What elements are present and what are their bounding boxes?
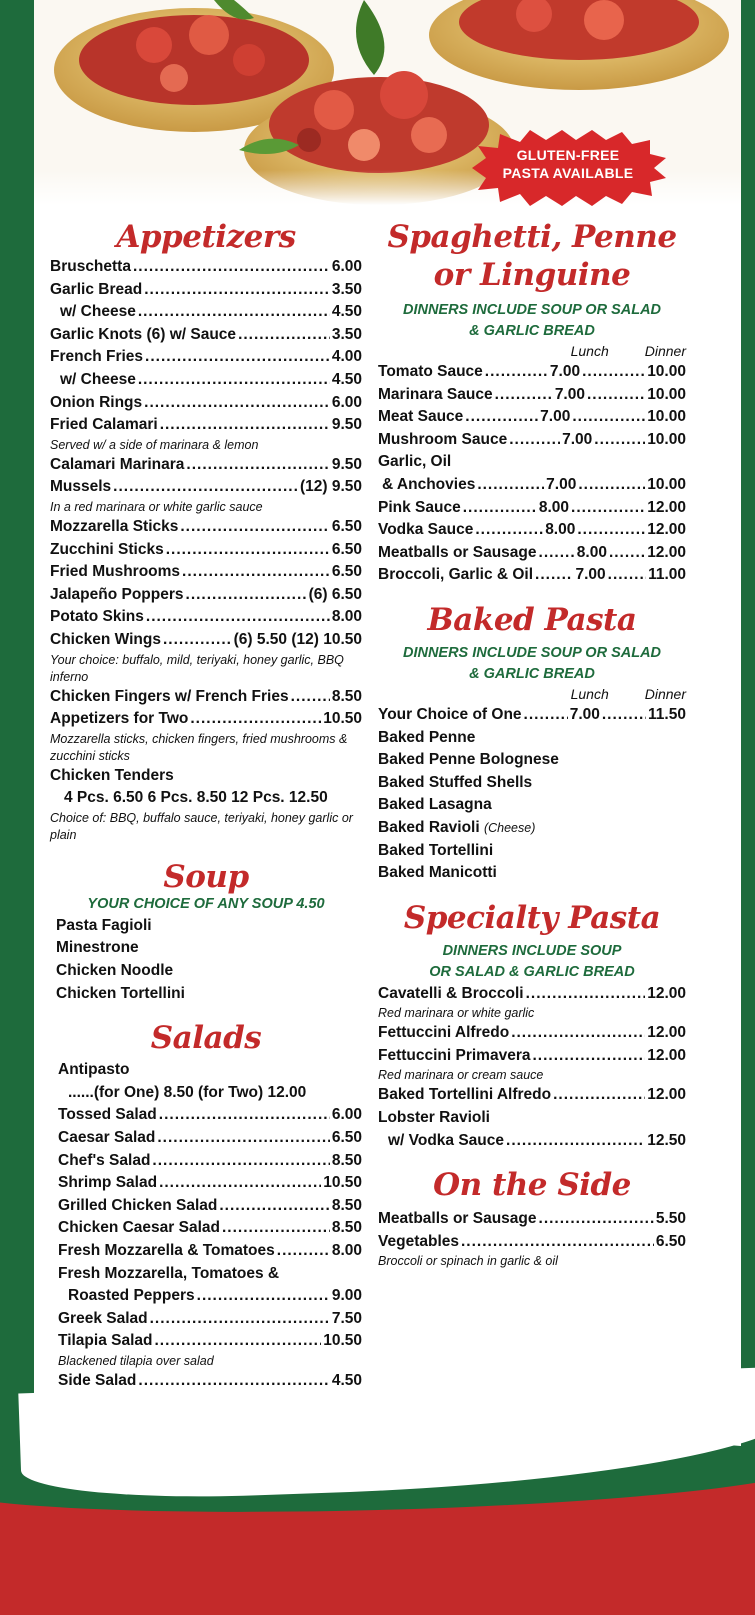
menu-item-price: 8.50 [331, 1151, 362, 1169]
spaghetti-list [378, 361, 686, 451]
salads-list [58, 1104, 362, 1262]
menu-item-name: Baked Penne Bolognese [378, 751, 559, 769]
soup-item: Chicken Tortellini [56, 984, 185, 1002]
leader-dots [506, 1130, 645, 1153]
salads-heading: Salads [150, 1020, 262, 1057]
menu-item-price: 8.00 [331, 608, 362, 626]
menu-item-description: Red marinara or white garlic [378, 1006, 535, 1021]
menu-item [50, 279, 362, 302]
dinner-price: 12.00 [647, 521, 686, 539]
spaghetti-list-2 [378, 497, 686, 587]
left-column [50, 218, 362, 1393]
menu-item-price: 6.50 [331, 517, 362, 535]
baked-item [378, 772, 686, 795]
specialty-note-2: OR SALAD & GARLIC BREAD [429, 963, 635, 980]
leader-dots [159, 1104, 330, 1127]
leader-dots [180, 516, 329, 539]
menu-item [50, 346, 362, 369]
leader-dots [572, 406, 645, 429]
lobster-ravioli-line-1: Lobster Ravioli [378, 1109, 490, 1127]
menu-item-description: Blackened tilapia over salad [58, 1353, 214, 1368]
lunch-price: 8.00 [576, 543, 607, 561]
menu-item [58, 1104, 362, 1127]
menu-item-price: 6.50 [655, 1232, 686, 1250]
leader-dots [535, 564, 573, 587]
menu-item-price: 12.00 [647, 1024, 686, 1042]
specialty-note-1: DINNERS INCLUDE SOUP [442, 942, 622, 959]
leader-dots [160, 414, 330, 437]
side-list [378, 1208, 686, 1270]
chicken-tenders-item [50, 765, 362, 788]
menu-item-price: 4.50 [331, 1371, 362, 1389]
fresh-mozz-peppers-item [58, 1285, 362, 1308]
menu-item-note: (Cheese) [483, 820, 536, 835]
lunch-price: 7.00 [546, 475, 577, 493]
leader-dots [485, 361, 548, 384]
menu-item-name: Mussels [50, 478, 112, 496]
menu-item [378, 384, 686, 407]
leader-dots [145, 346, 330, 369]
leader-dots [539, 542, 575, 565]
menu-item [58, 1150, 362, 1173]
menu-item [50, 454, 362, 477]
leader-dots [138, 1370, 329, 1393]
antipasto-item: Antipasto [58, 1061, 130, 1079]
dinner-price: 10.00 [647, 430, 686, 448]
left-green-border [0, 0, 34, 1490]
chicken-tenders-description: Choice of: BBQ, buffalo sauce, teriyaki, honey garlic or plain [50, 810, 353, 842]
right-column [378, 218, 686, 1270]
menu-item [378, 519, 686, 542]
garlic-oil-line-1: Garlic, Oil [378, 453, 452, 471]
menu-item-price: 9.50 [331, 416, 362, 434]
leader-dots [157, 1127, 329, 1150]
menu-item-name: Baked Ravioli [378, 818, 480, 836]
menu-item-name: Bruschetta [50, 258, 131, 275]
menu-item-name: Chicken Fingers w/ French Fries [50, 687, 289, 705]
dinner-price: 10.00 [647, 385, 686, 403]
menu-item-name: Vegetables [378, 1232, 459, 1250]
menu-item [50, 606, 362, 629]
leader-dots [582, 361, 645, 384]
soup-item: Pasta Fagioli [56, 916, 152, 934]
menu-item-name: Potato Skins [50, 608, 144, 626]
badge-line-2: PASTA AVAILABLE [502, 165, 634, 181]
spaghetti-column-headers [378, 342, 686, 361]
lunch-header: Lunch [570, 343, 609, 359]
baked-item [378, 727, 686, 750]
menu-item-name: w/ Vodka Sauce [388, 1131, 505, 1149]
leader-dots [113, 476, 298, 499]
leader-dots [144, 279, 330, 302]
baked-note-2: & GARLIC BREAD [469, 665, 595, 682]
menu-item-name: Onion Rings [50, 393, 143, 411]
menu-item-name: Chef's Salad [58, 1151, 151, 1169]
menu-item-price: 4.50 [331, 303, 362, 321]
baked-item [378, 749, 686, 772]
spaghetti-note-1: DINNERS INCLUDE SOUP OR SALAD [402, 302, 662, 318]
menu-item-name: Fettuccini Alfredo [378, 1024, 510, 1042]
menu-item [50, 324, 362, 347]
menu-item-name: Cavatelli & Broccoli [378, 984, 524, 1002]
menu-item-name: Meatballs or Sausage [378, 1210, 537, 1228]
leader-dots [238, 324, 330, 347]
menu-item [50, 369, 362, 392]
menu-item-name: Side Salad [58, 1371, 137, 1389]
leader-dots [465, 406, 538, 429]
leader-dots [511, 1022, 645, 1045]
menu-item [50, 392, 362, 415]
fresh-mozz-peppers-line-1: Fresh Mozzarella, Tomatoes & [58, 1264, 280, 1282]
baked-item [378, 840, 686, 863]
lunch-price: 7.00 [562, 430, 593, 448]
soup-item: Minestrone [56, 939, 139, 957]
lunch-price: 7.00 [540, 408, 571, 426]
menu-item-name: Mozzarella Sticks [50, 517, 179, 535]
menu-item-price: 3.50 [331, 280, 362, 298]
menu-item [378, 564, 686, 587]
leader-dots [138, 369, 330, 392]
lunch-header: Lunch [570, 685, 609, 702]
leader-dots [526, 983, 646, 1006]
menu-item-name: Tomato Sauce [378, 363, 483, 380]
dinner-price: 12.00 [647, 543, 686, 561]
gluten-free-badge [464, 128, 672, 208]
leader-dots [150, 1308, 330, 1331]
menu-item-price: 6.00 [331, 258, 362, 275]
menu-item-name: Shrimp Salad [58, 1174, 158, 1192]
menu-item [58, 1370, 362, 1393]
menu-item-name: Tilapia Salad [58, 1332, 153, 1350]
chicken-tenders-prices: 4 Pcs. 6.50 6 Pcs. 8.50 12 Pcs. 12.50 [64, 789, 328, 807]
menu-item-description: Your choice: buffalo, mild, teriyaki, honey garlic, BBQ inferno [50, 652, 344, 684]
antipasto-prices: ......(for One) 8.50 (for Two) 12.00 [68, 1083, 307, 1101]
menu-item [58, 1330, 362, 1353]
dinner-price: 11.00 [648, 566, 686, 584]
leader-dots [163, 629, 232, 652]
menu-item-price: (12) 9.50 [299, 478, 362, 496]
leader-dots [152, 1150, 329, 1173]
menu-item [50, 629, 362, 652]
menu-item-price: 10.50 [323, 710, 362, 728]
leader-dots [495, 384, 553, 407]
menu-item-name: Roasted Peppers [68, 1287, 195, 1305]
menu-item-name: Baked Manicotti [378, 864, 497, 882]
menu-item-price: 12.00 [647, 1086, 686, 1104]
menu-item [378, 361, 686, 384]
leader-dots [578, 474, 645, 497]
badge-line-1: GLUTEN-FREE [516, 147, 620, 163]
on-the-side-heading: On the Side [433, 1167, 631, 1204]
leader-dots [154, 1330, 321, 1353]
menu-item-price: 5.50 [655, 1210, 686, 1228]
leader-dots [539, 1208, 654, 1231]
menu-item [50, 516, 362, 539]
leader-dots [524, 704, 568, 727]
menu-item [58, 1127, 362, 1150]
baked-column-headers [378, 685, 686, 704]
lunch-price: 8.00 [538, 498, 570, 516]
menu-item-name: Chicken Wings [50, 630, 161, 648]
menu-item [378, 1045, 686, 1068]
right-green-border [741, 0, 755, 1490]
garlic-anchovies-item [378, 474, 686, 497]
menu-item-name: Your Choice of One [378, 705, 522, 723]
leader-dots [219, 1195, 329, 1218]
baked-item [378, 862, 686, 885]
menu-item-description: Red marinara or cream sauce [378, 1068, 544, 1083]
dinner-price: 10.00 [647, 363, 686, 380]
menu-item [378, 497, 686, 520]
leader-dots [186, 584, 307, 607]
leader-dots [197, 1285, 330, 1308]
menu-item-price: 9.50 [331, 455, 362, 473]
leader-dots [587, 384, 645, 407]
menu-item [378, 983, 686, 1006]
menu-item-name: w/ Cheese [60, 370, 136, 388]
leader-dots [477, 474, 544, 497]
menu-item [58, 1172, 362, 1195]
menu-item-price: 6.50 [331, 563, 362, 581]
lunch-price: 8.00 [545, 521, 576, 539]
menu-item-name: Chicken Caesar Salad [58, 1219, 220, 1237]
menu-item [58, 1217, 362, 1240]
menu-item-description: Broccoli or spinach in garlic & oil [378, 1254, 558, 1269]
menu-item-price: 12.00 [647, 1046, 686, 1064]
leader-dots [577, 519, 645, 542]
menu-item [50, 708, 362, 731]
menu-item [50, 539, 362, 562]
menu-item-price: 8.00 [331, 1242, 362, 1259]
menu-item [50, 301, 362, 324]
menu-item-name: Meat Sauce [378, 408, 464, 426]
leader-dots [182, 561, 330, 584]
menu-item-price: 8.50 [331, 687, 362, 705]
menu-item [50, 686, 362, 709]
menu-item-name: Pink Sauce [378, 498, 461, 516]
menu-item-price: 4.50 [331, 370, 362, 388]
leader-dots [166, 539, 330, 562]
menu-item-price: 6.00 [331, 393, 362, 411]
menu-item-name: Fried Mushrooms [50, 563, 181, 581]
soup-note: YOUR CHOICE OF ANY SOUP 4.50 [87, 895, 325, 912]
menu-item-price: 12.00 [647, 984, 686, 1002]
menu-item-name: w/ Cheese [60, 303, 136, 321]
lunch-price: 7.00 [575, 566, 606, 584]
menu-item [50, 414, 362, 437]
leader-dots [144, 392, 330, 415]
menu-item-name: Greek Salad [58, 1309, 148, 1327]
leader-dots [133, 256, 330, 279]
menu-item-name: Fried Calamari [50, 416, 158, 434]
menu-item-name: French Fries [50, 348, 144, 366]
soup-item: Chicken Noodle [56, 962, 174, 980]
baked-item [378, 794, 686, 817]
baked-item [378, 817, 686, 840]
menu-item-price: 8.50 [331, 1219, 362, 1237]
menu-item [58, 1240, 362, 1263]
leader-dots [190, 708, 321, 731]
menu-item-name: Tossed Salad [58, 1106, 157, 1124]
dinner-price: 11.50 [648, 705, 686, 723]
menu-item [378, 704, 686, 727]
lunch-price: 7.00 [554, 385, 585, 403]
menu-item [378, 1231, 686, 1254]
leader-dots [291, 686, 330, 709]
menu-item-name: Grilled Chicken Salad [58, 1196, 218, 1214]
menu-item-name: Mushroom Sauce [378, 430, 508, 448]
lunch-price: 7.00 [569, 705, 600, 723]
menu-item-price: 4.00 [331, 348, 362, 366]
baked-list [378, 727, 686, 885]
menu-item-name: Jalapeño Poppers [50, 585, 184, 603]
dinner-price: 10.00 [647, 408, 686, 426]
lunch-price: 7.00 [549, 363, 581, 380]
menu-item-name: Baked Penne [378, 728, 476, 746]
menu-item [378, 474, 686, 497]
menu-item-name: Appetizers for Two [50, 710, 189, 728]
menu-item-price: 8.50 [331, 1196, 362, 1214]
menu-item [378, 429, 686, 452]
leader-dots [222, 1217, 330, 1240]
menu-item [378, 1022, 686, 1045]
dinner-price: 12.00 [647, 498, 686, 516]
menu-item [378, 542, 686, 565]
menu-item [378, 406, 686, 429]
salads-list-2 [58, 1308, 362, 1393]
menu-item-price: 6.00 [331, 1106, 362, 1124]
menu-item-name: & Anchovies [382, 475, 476, 493]
menu-item-price: (6) 6.50 [308, 585, 362, 603]
leader-dots [609, 542, 645, 565]
menu-item-price: 12.50 [647, 1131, 686, 1149]
appetizers-heading: Appetizers [116, 219, 296, 255]
leader-dots [553, 1084, 645, 1107]
leader-dots [594, 429, 645, 452]
baked-pasta-heading: Baked Pasta [427, 601, 637, 638]
menu-item-name: Garlic Bread [50, 280, 143, 298]
leader-dots [138, 301, 330, 324]
menu-item-name: Fresh Mozzarella & Tomatoes [58, 1242, 275, 1259]
menu-item-name: Vodka Sauce [378, 521, 474, 539]
menu-item-price: 7.50 [331, 1309, 362, 1327]
spaghetti-note-2: & GARLIC BREAD [469, 323, 595, 339]
menu-item-name: Meatballs or Sausage [378, 543, 537, 561]
leader-dots [186, 454, 329, 477]
specialty-list [378, 983, 686, 1107]
menu-item-name: Chicken Tenders [50, 766, 174, 784]
menu-item [58, 1195, 362, 1218]
baked-choice-item [378, 704, 686, 727]
leader-dots [277, 1240, 330, 1263]
dinner-header: Dinner [644, 343, 686, 359]
menu-item [50, 476, 362, 499]
menu-item [58, 1308, 362, 1331]
menu-item [50, 584, 362, 607]
leader-dots [571, 497, 645, 520]
menu-item-price: 3.50 [331, 325, 362, 343]
menu-item [50, 561, 362, 584]
menu-item [50, 256, 362, 279]
menu-item [378, 1084, 686, 1107]
menu-item-price: 6.50 [331, 1129, 362, 1147]
menu-item-name: Caesar Salad [58, 1129, 156, 1147]
specialty-pasta-heading: Specialty Pasta [403, 899, 661, 936]
leader-dots [146, 606, 330, 629]
soup-heading: Soup [163, 858, 249, 895]
spaghetti-heading-line-2: or Linguine [433, 257, 631, 293]
leader-dots [159, 1172, 321, 1195]
leader-dots [475, 519, 543, 542]
menu-item-name: Fettuccini Primavera [378, 1046, 531, 1064]
menu-item-price: 10.50 [323, 1332, 362, 1350]
menu-item-price: 6.50 [331, 540, 362, 558]
menu-item-description: In a red marinara or white garlic sauce [50, 499, 263, 514]
menu-item-price: 9.00 [331, 1287, 362, 1305]
menu-item-name: Zucchini Sticks [50, 540, 164, 558]
menu-item-description: Mozzarella sticks, chicken fingers, fried mushrooms & zucchini sticks [50, 731, 348, 763]
leader-dots [532, 1045, 645, 1068]
menu-item-name: Marinara Sauce [378, 385, 493, 403]
menu-item-name: Calamari Marinara [50, 455, 185, 473]
leader-dots [602, 704, 646, 727]
baked-note-1: DINNERS INCLUDE SOUP OR SALAD [402, 644, 662, 661]
menu-item-name: Baked Stuffed Shells [378, 773, 533, 791]
leader-dots [608, 564, 646, 587]
menu-item-name: Garlic Knots (6) w/ Sauce [50, 325, 237, 343]
menu-item [378, 1208, 686, 1231]
leader-dots [463, 497, 537, 520]
menu-item-name: Broccoli, Garlic & Oil [378, 566, 534, 584]
menu-item-name: Baked Tortellini [378, 841, 494, 859]
menu-item-name: Baked Tortellini Alfredo [378, 1086, 552, 1104]
soup-list [50, 915, 362, 1005]
menu-item-price: 10.50 [323, 1174, 362, 1192]
leader-dots [461, 1231, 654, 1254]
dinner-price: 10.00 [647, 475, 686, 493]
menu-item-description: Served w/ a side of marinara & lemon [50, 437, 259, 452]
appetizers-list [50, 256, 362, 765]
menu-item-price: (6) 5.50 (12) 10.50 [233, 630, 362, 648]
dinner-header: Dinner [644, 685, 686, 702]
lobster-ravioli-item [378, 1130, 686, 1153]
menu-item-name: Baked Lasagna [378, 796, 492, 814]
spaghetti-heading-line-1: Spaghetti, Penne [387, 219, 677, 255]
leader-dots [509, 429, 560, 452]
